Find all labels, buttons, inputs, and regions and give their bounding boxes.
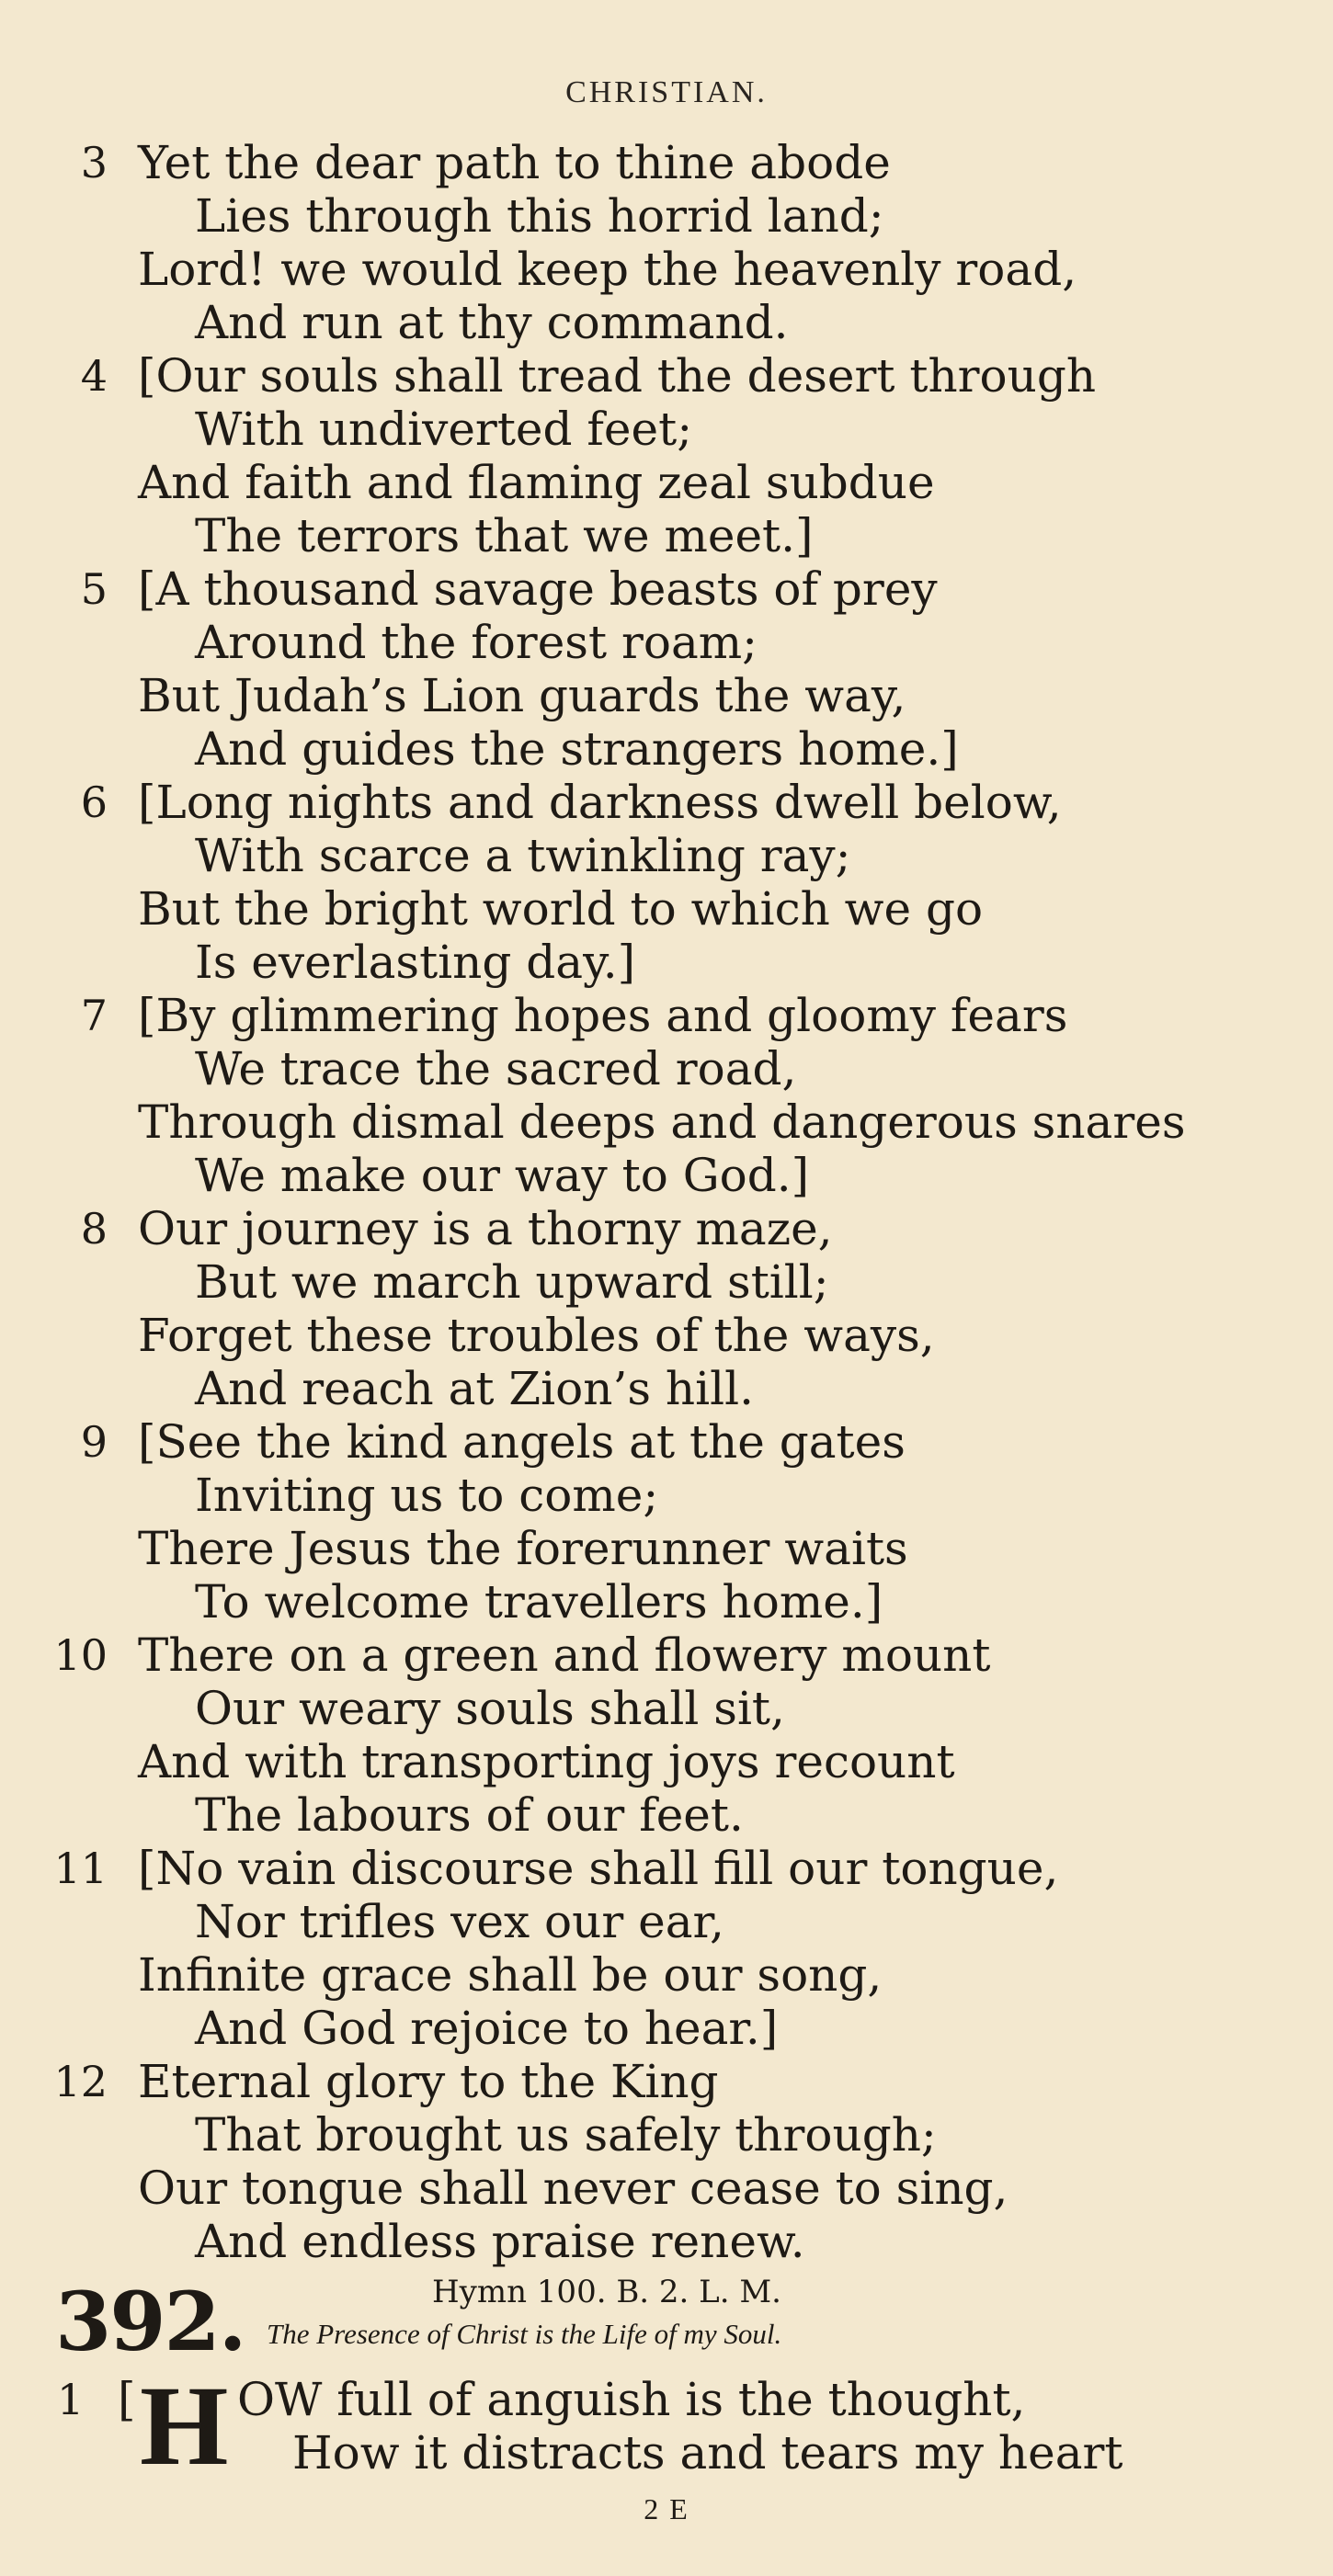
verse-line-row — [0, 349, 1333, 403]
verse-number: 1 — [57, 2375, 85, 2424]
verse-number: 5 — [80, 564, 108, 614]
verse-line-row — [0, 2215, 1333, 2268]
verse-line-row — [0, 1309, 1333, 1362]
verse-line-row — [0, 829, 1333, 882]
verse-line-row — [0, 1682, 1333, 1735]
verse-line: Through dismal deeps and dangerous snares — [138, 1095, 1186, 1149]
verse-line-row — [0, 2055, 1333, 2108]
verse-line-row — [0, 243, 1333, 296]
verse-line: Yet the dear path to thine abode — [138, 136, 891, 189]
verse-line-row — [0, 722, 1333, 776]
verse-line: But we march upward still; — [195, 1255, 829, 1309]
verse-line-row — [0, 1149, 1333, 1202]
page-header: CHRISTIAN. — [565, 75, 768, 109]
verse-number: 4 — [80, 351, 108, 401]
verse-line: [No vain discourse shall fill our tongue, — [138, 1842, 1059, 1895]
drop-cap: H — [140, 2363, 229, 2489]
verse-number: 6 — [80, 777, 108, 827]
hymn-reference: Hymn 100. B. 2. L. M. — [432, 2274, 781, 2310]
verse-line: [See the kind angels at the gates — [138, 1415, 906, 1469]
hymn-first-verse — [0, 2363, 1333, 2502]
verse-line: But Judah’s Lion guards the way, — [138, 669, 906, 722]
verse-line: We make our way to God.] — [195, 1149, 810, 1202]
verse-number: 8 — [80, 1204, 108, 1254]
verse-line-row — [0, 403, 1333, 456]
verse-line-row — [0, 456, 1333, 509]
verse-line: Forget these troubles of the ways, — [138, 1309, 935, 1362]
verse-line: There on a green and flowery mount — [138, 1628, 991, 1682]
verse-line: Our journey is a thorny maze, — [138, 1202, 833, 1255]
verse-number: 10 — [53, 1630, 108, 1680]
verse-line: The terrors that we meet.] — [195, 509, 814, 562]
verse-line: How it distracts and tears my heart — [292, 2426, 1123, 2480]
verse-line-row — [0, 1522, 1333, 1575]
verse-number: 7 — [80, 991, 108, 1040]
verse-line: With scarce a twinkling ray; — [195, 829, 851, 882]
verse-number: 12 — [53, 2057, 108, 2106]
verse-line: The labours of our feet. — [195, 1788, 744, 1842]
verse-line-row — [0, 989, 1333, 1042]
verse-line: There Jesus the forerunner waits — [138, 1522, 908, 1575]
verse-line: [By glimmering hopes and gloomy fears — [138, 989, 1068, 1042]
verse-line: And run at thy command. — [195, 296, 789, 349]
verse-line: And endless praise renew. — [195, 2215, 805, 2268]
verse-line: Infinite grace shall be our song, — [138, 1948, 883, 2002]
verse-line: Is everlasting day.] — [195, 936, 636, 989]
verse-number: 11 — [53, 1844, 108, 1893]
verse-line: Inviting us to come; — [195, 1469, 659, 1522]
verse-line-row — [0, 2002, 1333, 2055]
verse-line: Lies through this horrid land; — [195, 189, 884, 243]
verse-line-row — [0, 1042, 1333, 1095]
verse-line: That brought us safely through; — [195, 2108, 937, 2162]
verse-line: And God rejoice to hear.] — [195, 2002, 779, 2055]
verse-number: 3 — [80, 138, 108, 187]
verse-line-row — [0, 1469, 1333, 1522]
verse-line: And faith and flaming zeal subdue — [138, 456, 935, 509]
verse-line: To welcome travellers home.] — [195, 1575, 883, 1628]
verse-line-row — [0, 669, 1333, 722]
signature-mark: 2 E — [644, 2492, 689, 2525]
verse-line: And reach at Zion’s hill. — [195, 1362, 754, 1415]
verse-line-row — [0, 1575, 1333, 1628]
verse-line-row — [0, 616, 1333, 669]
verse-line: Our weary souls shall sit, — [195, 1682, 785, 1735]
verse-line-row — [0, 936, 1333, 989]
verse-line-row — [0, 1735, 1333, 1788]
verse-line: Our tongue shall never cease to sing, — [138, 2162, 1008, 2215]
verse-line-row — [0, 1202, 1333, 1255]
verse-line: We trace the sacred road, — [195, 1042, 797, 1095]
verse-line-row — [0, 189, 1333, 243]
verse-list — [0, 136, 1333, 2268]
verse-line-row — [0, 562, 1333, 616]
verse-line: OW full of anguish is the thought, — [237, 2373, 1026, 2426]
verse-line: Around the forest roam; — [195, 616, 758, 669]
verse-line-row — [0, 1948, 1333, 2002]
verse-line-row — [0, 509, 1333, 562]
verse-line: And with transporting joys recount — [138, 1735, 955, 1788]
verse-number: 9 — [80, 1417, 108, 1467]
verse-line-row — [0, 776, 1333, 829]
verse-line-row — [0, 1842, 1333, 1895]
verse-line: And guides the strangers home.] — [195, 722, 959, 776]
verse-line: Eternal glory to the King — [138, 2055, 719, 2108]
verse-line: Lord! we would keep the heavenly road, — [138, 243, 1077, 296]
hymn-number: 392. — [55, 2274, 245, 2369]
verse-line: [Our souls shall tread the desert through — [138, 349, 1097, 403]
verse-line: [Long nights and darkness dwell below, — [138, 776, 1062, 829]
verse-line-row — [0, 296, 1333, 349]
verse-line-row — [0, 882, 1333, 936]
verse-line: Nor trifles vex our ear, — [195, 1895, 724, 1948]
verse-line-row — [0, 2108, 1333, 2162]
verse-line-row — [0, 1255, 1333, 1309]
verse-line-row — [0, 136, 1333, 189]
verse-line-row — [0, 2162, 1333, 2215]
verse-line: With undiverted feet; — [195, 403, 693, 456]
hymn-subtitle: The Presence of Christ is the Life of my Soul. — [267, 2318, 782, 2350]
verse-line-row — [0, 1415, 1333, 1469]
bracket: [ — [118, 2373, 136, 2426]
verse-line: But the bright world to which we go — [138, 882, 984, 936]
verse-line-row — [0, 1628, 1333, 1682]
verse-line: [A thousand savage beasts of prey — [138, 562, 938, 616]
verse-line-row — [0, 1362, 1333, 1415]
verse-line-row — [0, 1788, 1333, 1842]
verse-line-row — [0, 1095, 1333, 1149]
verse-line-row — [0, 1895, 1333, 1948]
